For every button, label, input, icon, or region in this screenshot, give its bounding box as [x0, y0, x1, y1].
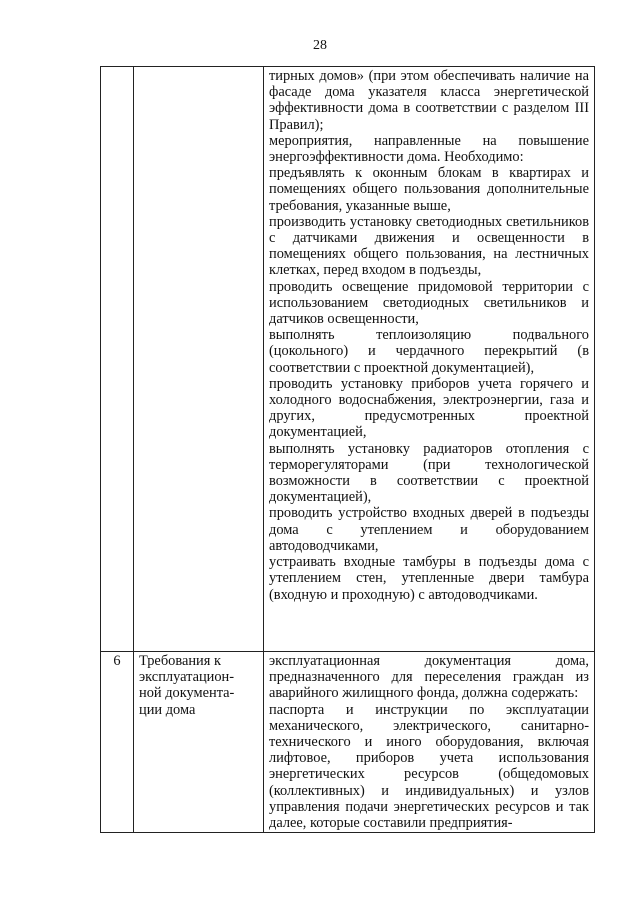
row-title — [134, 67, 264, 652]
paragraph: эксплуатационная документация дома, предназначенного для переселения граждан из аварийного жилищного фонда, должна содержать: — [269, 653, 589, 702]
paragraph: проводить устройство входных дверей в подъезды дома с утеплением и оборудованием автодоводчиками, — [269, 505, 589, 554]
paragraph: проводить установку приборов учета горячего и холодного водоснабжения, электроэнергии, газа и других, предусмотренных проектной документацией, — [269, 375, 589, 441]
row-number: 6 — [101, 652, 134, 833]
paragraph: предъявлять к оконным блокам в квартирах и помещениях общего пользования дополнительные требования, указанные выше, — [269, 165, 589, 214]
row-title-line: ной документа- — [139, 685, 235, 702]
page-number: 28 — [313, 38, 327, 53]
paragraph: устраивать входные тамбуры в подъезды дома с утеплением стен, утепленные двери тамбура (входную и проходную) с автодоводчиками. — [269, 554, 589, 603]
paragraph: производить установку светодиодных светильников с датчиками движения и освещенности в помещениях общего пользования, на лестничных клетках, перед входом в подъезды, — [269, 213, 589, 279]
paragraph: выполнять установку радиаторов отопления с терморегуляторами (при технологической возможности в соответствии с проектной документацией), — [269, 440, 589, 506]
row-title-line: ции дома — [139, 701, 196, 718]
paragraph: мероприятия, направленные на повышение энергоэффективности дома. Необходимо: — [269, 132, 589, 166]
row-content — [264, 67, 595, 652]
paragraph: паспорта и инструкции по эксплуатации механического, электрического, санитарно-технического и иного оборудования, включая лифтовое, приборов учета использования энергетических ресурсов (общедомовых (коллективных) и индивидуальных) и узлов управления подачи энергетических ресурсов и так далее, которые составили предприятия- — [269, 701, 589, 832]
paragraph: тирных домов» (при этом обеспечивать наличие на фасаде дома указателя класса энергетической эффективности дома в соответствии с разделом III Правил); — [269, 68, 589, 133]
table-row — [101, 652, 595, 833]
row-title-line: Требования к — [139, 653, 221, 669]
row-title-line: эксплуатацион- — [139, 669, 235, 686]
table-row — [101, 67, 595, 652]
requirements-table — [100, 66, 595, 833]
paragraph: выполнять теплоизоляцию подвального (цокольного) и чердачного перекрытий (в соответствии с проектной документацией), — [269, 327, 589, 376]
row-content — [264, 652, 595, 833]
row-title — [134, 652, 264, 833]
row-number — [101, 67, 134, 652]
paragraph: проводить освещение придомовой территории с использованием светодиодных светильников и датчиков освещенности, — [269, 278, 589, 328]
